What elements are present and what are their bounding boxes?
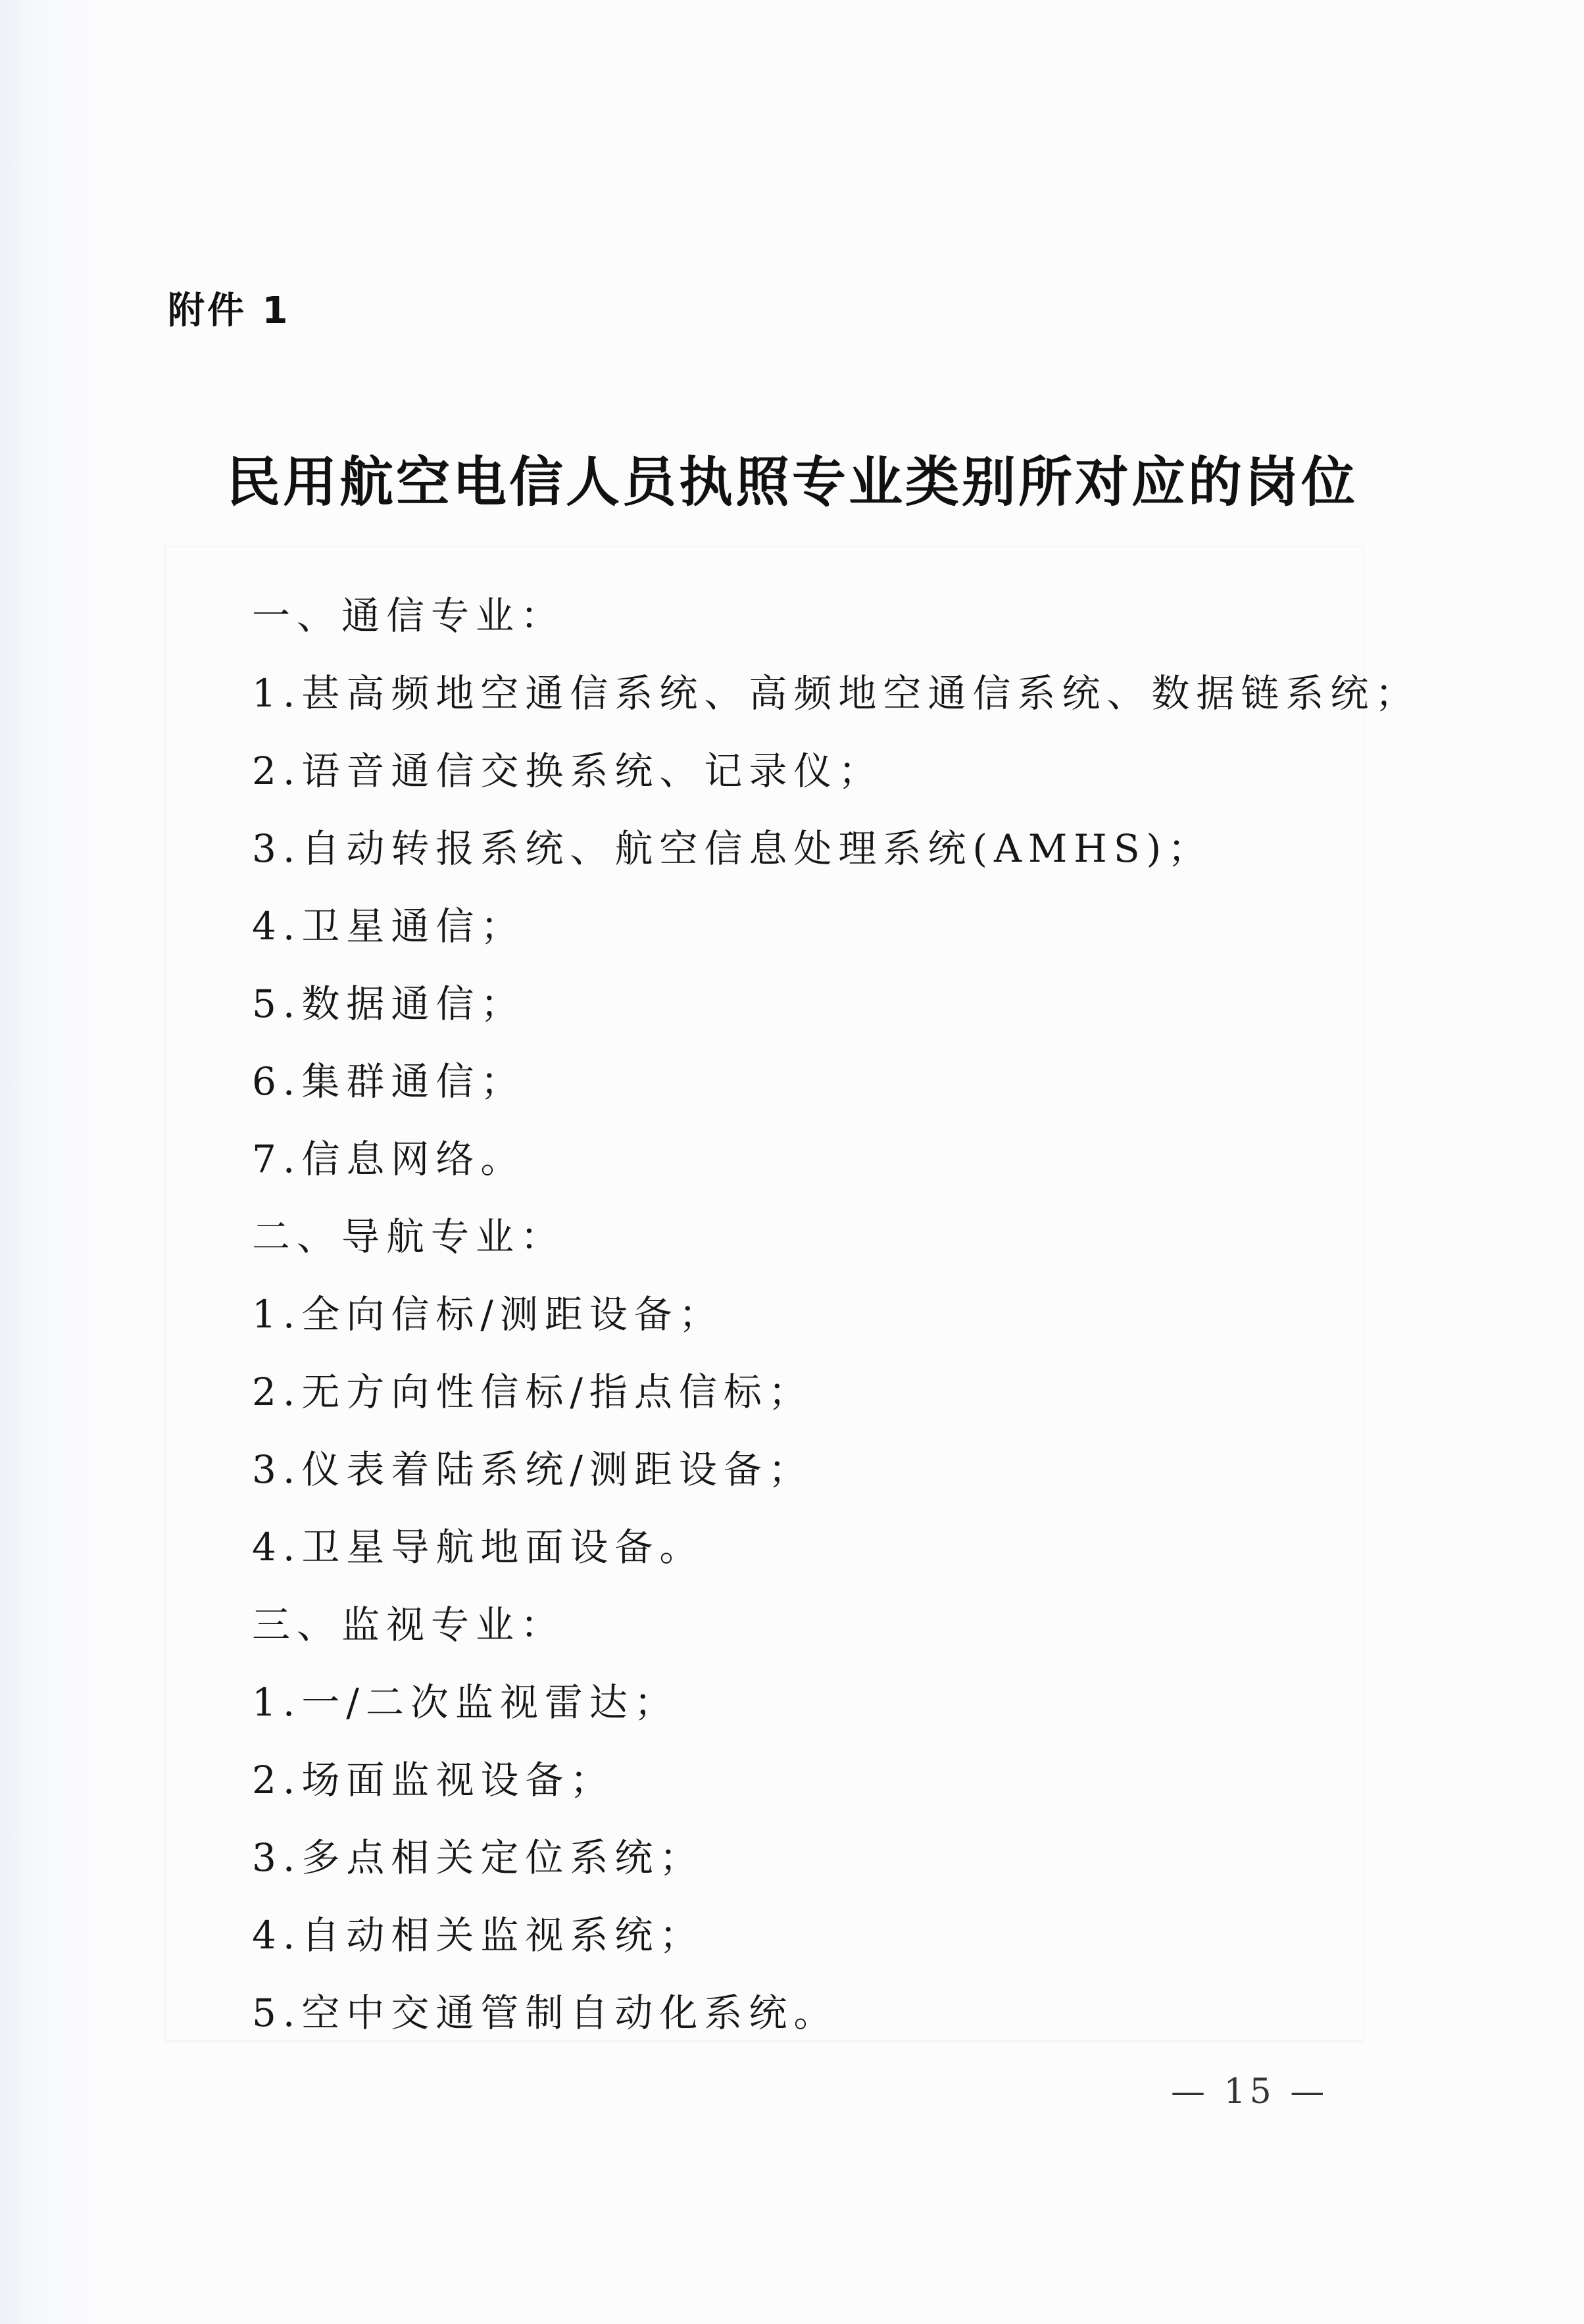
page-number: — 15 —	[1171, 2072, 1329, 2112]
list-item: 5.空中交通管制自动化系统。	[252, 1990, 839, 2035]
list-item: 1.全向信标/测距设备；	[252, 1292, 724, 1337]
list-item: 1.甚高频地空通信系统、高频地空通信系统、数据链系统；	[252, 671, 1420, 716]
section-heading-communication: 一、通信专业：	[252, 593, 566, 638]
list-item: 4.自动相关监视系统；	[252, 1913, 705, 1958]
list-item: 3.多点相关定位系统；	[252, 1835, 705, 1880]
list-item: 4.卫星通信；	[252, 904, 526, 949]
list-item: 2.场面监视设备；	[252, 1758, 615, 1802]
list-item: 5.数据通信；	[252, 981, 526, 1026]
list-item: 2.无方向性信标/指点信标；	[252, 1370, 813, 1414]
section-heading-navigation: 二、导航专业：	[252, 1214, 566, 1259]
list-item: 3.自动转报系统、航空信息处理系统(AMHS)；	[252, 826, 1213, 871]
list-item: 3.仪表着陆系统/测距设备；	[252, 1447, 813, 1492]
section-heading-surveillance: 三、监视专业：	[252, 1602, 566, 1647]
list-item: 7.信息网络。	[252, 1137, 526, 1181]
list-item: 2.语音通信交换系统、记录仪；	[252, 749, 883, 793]
attachment-label: 附件 1	[168, 289, 291, 332]
document-title: 民用航空电信人员执照专业类别所对应的岗位	[226, 451, 1358, 514]
list-item: 1.一/二次监视雷达；	[252, 1680, 679, 1725]
list-item: 6.集群通信；	[252, 1059, 526, 1104]
list-item: 4.卫星导航地面设备。	[252, 1525, 705, 1570]
